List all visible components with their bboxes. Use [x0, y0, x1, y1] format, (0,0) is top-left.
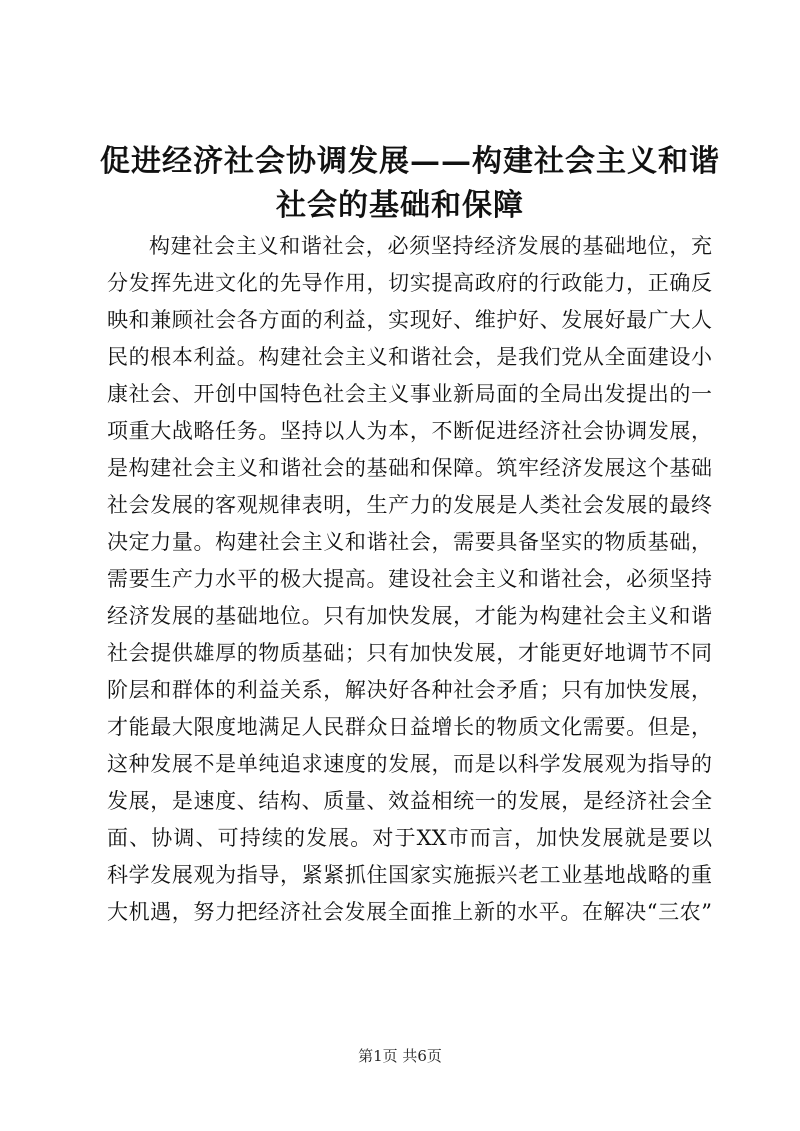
body-line: 构建社会主义和谐社会，必须坚持经济发展的基础地位，充: [149, 234, 712, 258]
body-line: 项重大战略任务。坚持以人为本，不断促进经济社会协调发展，: [107, 419, 712, 443]
title-line-1: 促进经济社会协调发展——构建社会主义和谐: [100, 144, 720, 179]
body-line: 经济发展的基础地位。只有加快发展，才能为构建社会主义和谐: [107, 604, 712, 628]
body-line: 阶层和群体的利益关系，解决好各种社会矛盾；只有加快发展，: [107, 678, 712, 702]
body-line: 大机遇，努力把经济社会发展全面推上新的水平。在解决“三农”: [107, 900, 712, 924]
body-line: 决定力量。构建社会主义和谐社会，需要具备坚实的物质基础，: [107, 530, 712, 554]
body-line: 发展，是速度、结构、质量、效益相统一的发展，是经济社会全: [107, 789, 712, 813]
body-line: 科学发展观为指导，紧紧抓住国家实施振兴老工业基地战略的重: [107, 863, 712, 887]
page-footer: 第1页 共6页: [358, 1047, 442, 1065]
body-line: 映和兼顾社会各方面的利益，实现好、维护好、发展好最广大人: [107, 308, 712, 332]
body-line: 康社会、开创中国特色社会主义事业新局面的全局出发提出的一: [107, 382, 712, 406]
body-line: 分发挥先进文化的先导作用，切实提高政府的行政能力，正确反: [107, 271, 712, 295]
body-line: 社会发展的客观规律表明，生产力的发展是人类社会发展的最终: [107, 493, 712, 517]
body-line: 社会提供雄厚的物质基础；只有加快发展，才能更好地调节不同: [107, 641, 712, 665]
body-line: 需要生产力水平的极大提高。建设社会主义和谐社会，必须坚持: [107, 567, 712, 591]
body-line: 面、协调、可持续的发展。对于XX市而言，加快发展就是要以: [107, 826, 712, 850]
body-line: 这种发展不是单纯追求速度的发展，而是以科学发展观为指导的: [107, 752, 712, 776]
title-line-2: 社会的基础和保障: [276, 188, 524, 223]
body-line: 才能最大限度地满足人民群众日益增长的物质文化需要。但是，: [107, 715, 712, 739]
body-line: 民的根本利益。构建社会主义和谐社会，是我们党从全面建设小: [107, 345, 712, 369]
page-title: [100, 140, 720, 228]
body-paragraph: [107, 228, 712, 931]
body-line: 是构建社会主义和谐社会的基础和保障。筑牢经济发展这个基础: [107, 456, 712, 480]
